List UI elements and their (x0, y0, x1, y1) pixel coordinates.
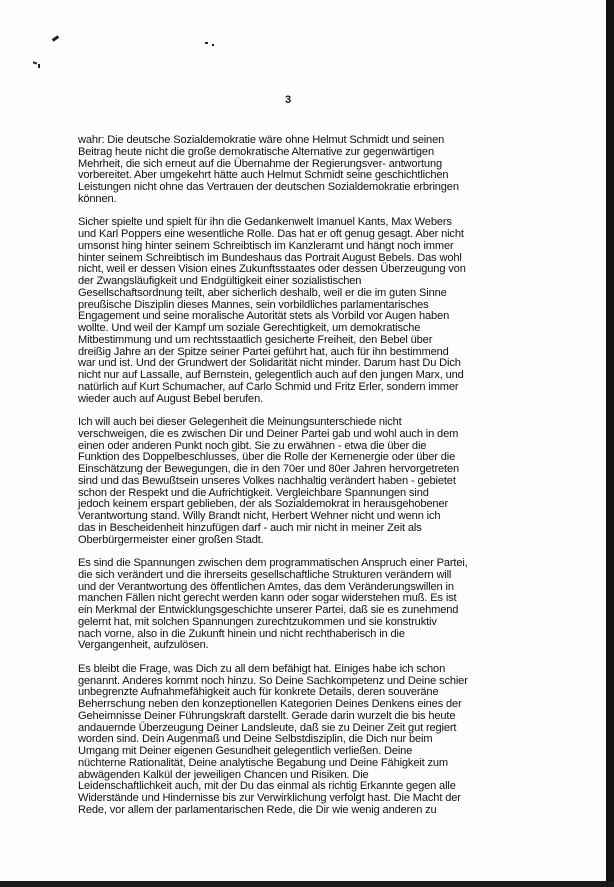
scan-speck (52, 35, 59, 41)
text-line: sind und das Bewußtsein unseres Volkes nachhaltig verändert haben - gebietet (78, 474, 456, 487)
text-line: jedoch keinem erspart geblieben, der als Sozialdemokrat in herausgehobener (78, 498, 449, 511)
text-line: Es sind die Spannungen zwischen dem programmatischen Anspruch einer Partei, (78, 557, 468, 569)
text-line: wahr: Die deutsche Sozialdemokratie wäre ohne Helmut Schmidt und seinen (78, 134, 445, 146)
text-line: Einschätzung der Bewegungen, die in den 70er und 80er Jahren hervorgetreten (78, 463, 460, 475)
text-line: Geheimnisse Deiner Führungskraft darstellt. Gerade darin wurzelt die bis heute (78, 709, 456, 722)
paragraph-2 (78, 217, 510, 405)
text-line: Leidenschaftlichkeit auch, mit der Du das einmal als richtig Erkannte gegen alle (78, 780, 456, 793)
text-line: vorbereitet. Aber umgekehrt hätte auch Helmut Schmidt seine geschichtlichen (78, 169, 449, 182)
body-text (78, 135, 510, 817)
text-line: Verantwortung stand. Willy Brandt nicht, Herbert Wehner nicht und wenn ich (78, 510, 441, 522)
text-line: ein Merkmal der Entwicklungsgeschichte unserer Partei, daß sie es zunehmend (78, 604, 459, 616)
paragraph-gap (78, 652, 510, 664)
scan-speck (212, 44, 214, 46)
scan-speck (33, 61, 37, 64)
text-line: Es bleibt die Frage, was Dich zu all dem befähigt hat. Einiges habe ich schon (78, 662, 446, 675)
text-line: verschweigen, die es zwischen Dir und Deiner Partei gab und wohl auch in dem (78, 427, 459, 440)
paragraph-3 (78, 417, 510, 546)
text-line: der Zwangsläufigkeit und Endgültigkeit einer sozialistischen (78, 275, 362, 287)
text-line: Vergangenheit, aufzulösen. (78, 639, 209, 652)
text-line: können. (78, 192, 117, 205)
text-line: nicht nur auf Lassalle, auf Bernstein, gelegentlich auch auf den jungen Marx, und (78, 369, 464, 381)
text-line: das in Bescheidenheit hinzufügen darf - auch mir nicht in meiner Zeit als (78, 521, 422, 534)
text-line: Ich will auch bei dieser Gelegenheit die Meinungsunterschiede nicht (78, 416, 402, 428)
text-line: abwägenden Kalkül der jeweiligen Chancen und Risiken. Die (78, 768, 369, 781)
text-line: genannt. Anderes kommt noch hinzu. So Deine Sachkompetenz und Deine schier (78, 674, 468, 687)
page-number: 3 (284, 94, 292, 106)
text-line: und Karl Poppers eine wesentliche Rolle. Das hat er oft genug gesagt. Aber nicht (78, 228, 464, 240)
text-line: Mitbestimmung und um rechtsstaatlich gesicherte Freiheit, den Bebel über (78, 333, 433, 346)
paragraph-5 (78, 664, 510, 817)
text-line: Rede, vor allem der parlamentarischen Rede, die Dir wie wenig anderen zu (78, 803, 437, 816)
text-line: Umgang mit Deiner eigenen Gesundheit gelegentlich verließen. Deine (78, 745, 413, 757)
text-line: war und ist. Und der Grundwert der Solidarität nicht minder. Darum hast Du Dich (78, 357, 461, 370)
text-line: nüchterne Rationalität, Deine analytische Begabung und Deine Fähigkeit zum (78, 756, 449, 769)
text-line: preußische Disziplin dieses Mannes, sein vorbildliches parlamentarisches (78, 298, 429, 311)
text-line: schon der Respekt und die Aufrichtigkeit. Vergleichbare Spannungen sind (78, 486, 429, 499)
text-line: unbegrenzte Aufnahmefähigkeit auch für konkrete Details, deren souveräne (78, 686, 439, 699)
text-line: wollte. Und weil der Kampf um soziale Gerechtigkeit, um demokratische (78, 322, 421, 334)
text-line: Beherrschung neben den konzeptionellen Kategorien Deines Denkens eines der (78, 698, 462, 710)
text-line: wieder auch auf August Bebel berufen. (78, 392, 264, 405)
paragraph-1 (78, 135, 510, 206)
paragraph-4 (78, 558, 510, 652)
text-line: Leistungen nicht ohne das Vertrauen der deutschen Sozialdemokratie erbringen (78, 181, 459, 193)
text-line: Gesellschaftsordnung teilt, aber sicherlich deshalb, weil er die im guten Sinne (78, 286, 447, 299)
text-line: Engagement und seine moralische Autorität stets als Vorbild vor Augen haben (78, 310, 450, 323)
text-line: nicht, weil er dessen Vision eines Zukunftsstaates oder dessen Überzeugung von (78, 263, 466, 276)
text-line: hinter seinem Schreibtisch im Bundeshaus das Portrait August Bebels. Das wohl (78, 251, 462, 264)
text-line: gelernt hat, mit solchen Spannungen zurechtzukommen und sie konstruktiv (78, 615, 437, 628)
text-line: die sich verändert und die ihrerseits gesellschaftliche Strukturen verändern will (78, 568, 452, 581)
text-line: worden sind. Dein Augenmaß und Deine Selbstdisziplin, die Dich nur beim (78, 733, 433, 746)
scan-speck (205, 42, 208, 44)
text-line: umsonst hing hinter seinem Schreibtisch im Kanzleramt und hängt noch immer (78, 239, 454, 252)
text-line: Funktion des Doppelbeschlusses, über die Rolle der Kernenergie oder über die (78, 451, 456, 464)
text-line: dreißig Jahre an der Spitze seiner Partei geführt hat, auch für ihn bestimmend (78, 345, 449, 358)
text-line: natürlich auf Kurt Schumacher, auf Carlo Schmid und Fritz Erler, sondern immer (78, 380, 459, 393)
scan-edge-shadow-bottom (0, 881, 614, 887)
scan-speck (38, 64, 40, 68)
text-line: Sicher spielte und spielt für ihn die Gedankenwelt Imanuel Kants, Max Webers (78, 216, 452, 229)
text-line: manchen Fällen nicht gerecht werden kann oder sogar widerstehen muß. Es ist (78, 592, 457, 605)
text-line: nach vorne, also in die Zukunft hinein und nicht rechthaberisch in die (78, 627, 405, 640)
text-line: Mehrheit, die sich erneut auf die Übernahme der Regierungsver- antwortung (78, 157, 442, 170)
text-line: Widerstände und Hindernisse bis zur Verwirklichung verfolgt hast. Die Macht der (78, 792, 461, 804)
text-line: andauernde Überzeugung Deiner Landsleute, daß sie zu Deiner Zeit gut regiert (78, 721, 457, 734)
text-line: Beitrag heute nicht die große demokratische Alternative zur gegenwärtigen (78, 145, 434, 158)
scan-edge-shadow-right (606, 0, 614, 887)
text-line: Oberbürgermeister einer großen Stadt. (78, 533, 264, 546)
text-line: einen oder anderen Punkt noch gibt. Sie zu erwähnen - etwa die über die (78, 439, 427, 452)
text-line: und der Verantwortung des öffentlichen Amtes, das dem Veränderungswillen in (78, 580, 454, 593)
